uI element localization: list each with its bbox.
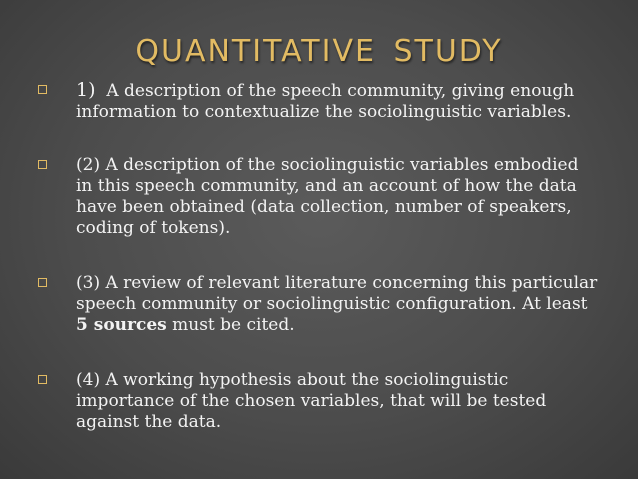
bullet-item-3	[38, 273, 618, 336]
square-bullet-icon	[38, 278, 47, 287]
square-bullet-icon	[38, 375, 47, 384]
bullet-item-4	[38, 370, 618, 433]
bullet-1-line-1	[76, 80, 618, 102]
square-bullet-icon	[38, 160, 47, 169]
bullet-4-line-2: importance of the chosen variables, that will be tested	[76, 391, 547, 411]
bullet-item-2	[38, 155, 618, 239]
bullet-2-line-2: in this speech community, and an account of how the data	[76, 176, 577, 196]
square-bullet-icon	[38, 85, 47, 94]
bullet-item-1	[38, 80, 618, 123]
bullet-4-line-3: against the data.	[76, 412, 222, 432]
bullet-1-line-1-text: A description of the speech community, giving enough	[106, 81, 575, 101]
bullet-1-line-2: information to contextualize the sociolinguistic variables.	[76, 102, 572, 122]
bullet-list	[38, 80, 618, 433]
bullet-2-line-3: have been obtained (data collection, number of speakers,	[76, 197, 572, 217]
slide-title: QUANTITATIVE STUDY	[135, 34, 503, 69]
bullet-3-line-3-text: must be cited.	[166, 315, 295, 335]
bullet-3-line-1: (3) A review of relevant literature concerning this particular	[76, 273, 598, 293]
bullet-2-line-4: coding of tokens).	[76, 218, 231, 238]
bullet-3-line-2: speech community or sociolinguistic configuration. At least	[76, 294, 588, 314]
bullet-4-line-1: (4) A working hypothesis about the sociolinguistic	[76, 370, 509, 390]
bullet-1-number: 1)	[76, 79, 96, 101]
bullet-3-line-3	[76, 315, 618, 336]
sources-count-emphasis: 5 sources	[76, 315, 167, 335]
bullet-2-line-1: (2) A description of the sociolinguistic variables embodied	[76, 155, 579, 175]
